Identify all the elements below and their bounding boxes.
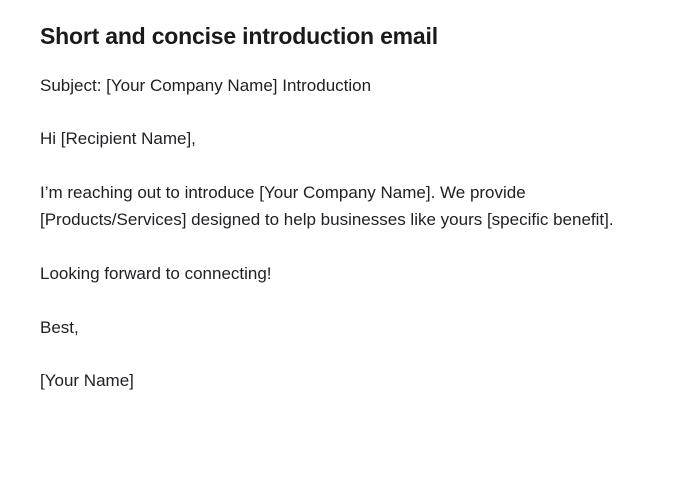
email-closing-line: Looking forward to connecting!: [40, 264, 272, 284]
email-body-paragraph: I’m reaching out to introduce [Your Company Name]. We provide [Products/Services] designed to help businesses like yours [specific benefit].: [40, 182, 614, 230]
page-title: Short and concise introduction email: [40, 23, 438, 49]
email-signature-name: [Your Name]: [40, 371, 134, 391]
email-signoff: Best,: [40, 317, 79, 337]
email-greeting: Hi [Recipient Name],: [40, 129, 196, 149]
email-subject-line: Subject: [Your Company Name] Introduction: [40, 75, 372, 95]
